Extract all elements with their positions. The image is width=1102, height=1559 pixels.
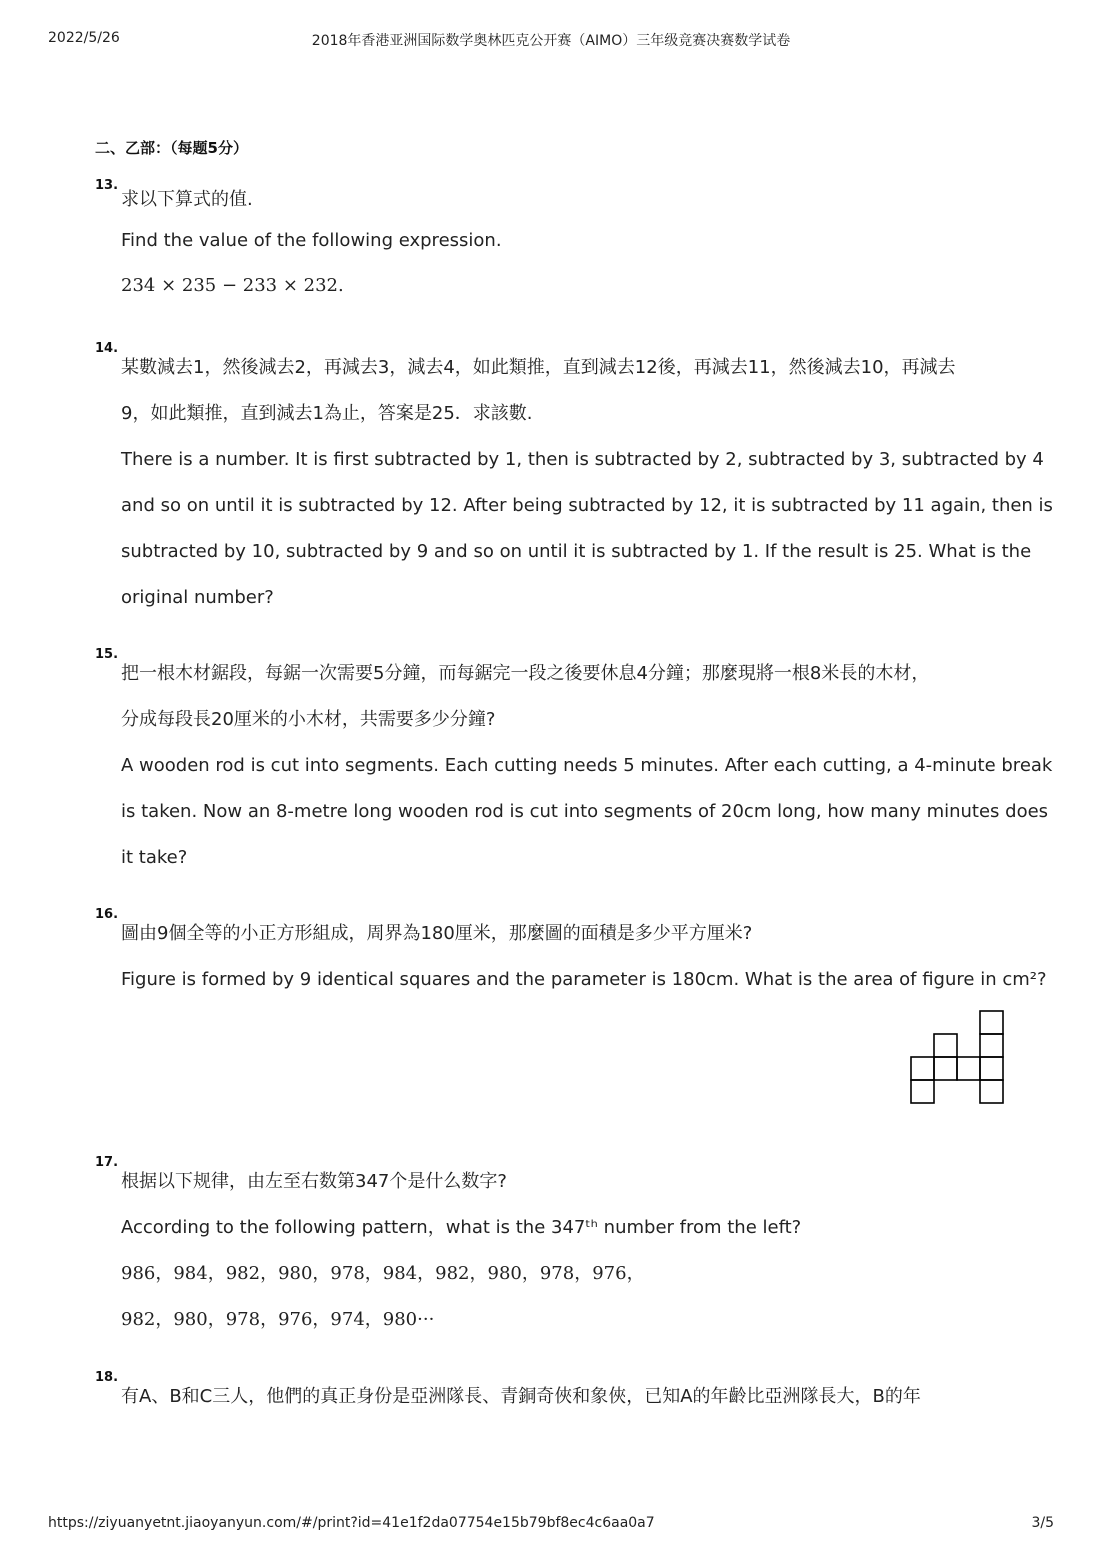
question-text-en: Figure is formed by 9 identical squares and the parameter is 180cm. What is the area of figure in cm²? — [121, 969, 1047, 990]
question-number: 16. — [95, 907, 119, 922]
question-text-zh: 根据以下规律，由左至右数第347个是什么数字? — [121, 1171, 507, 1192]
page-number: 3/5 — [1031, 1515, 1054, 1531]
question-18 — [95, 1370, 1015, 1420]
question-text-en: and so on until it is subtracted by 12. After being subtracted by 12, it is subtracted by 11 again, then is — [121, 495, 1053, 516]
question-text-zh: 圖由9個全等的小正方形組成，周界為180厘米，那麼圖的面積是多少平方厘米? — [121, 923, 753, 944]
question-17 — [95, 1155, 1015, 1343]
question-16 — [95, 907, 1047, 1003]
question-number: 13. — [95, 178, 119, 193]
square — [911, 1080, 934, 1103]
square — [957, 1057, 980, 1080]
question-text-en: it take? — [121, 847, 188, 868]
section-title: 二、乙部：（每题5分） — [95, 139, 248, 157]
question-text-zh: 有A、B和C三人，他們的真正身份是亞洲隊長、青銅奇俠和象俠，已知A的年齡比亞洲隊長大，B的年 — [121, 1386, 921, 1407]
question-text-en: Find the value of the following expression. — [121, 230, 502, 251]
question-text-zh: 求以下算式的值. — [121, 189, 253, 210]
question-number: 17. — [95, 1155, 119, 1170]
question-13 — [95, 178, 1015, 308]
square — [980, 1080, 1003, 1103]
question-text-en: A wooden rod is cut into segments. Each cutting needs 5 minutes. After each cutting, a 4-minute break — [121, 755, 1053, 776]
document-title: 2018年香港亚洲国际数学奥林匹克公开赛（AIMO）三年级竞赛决赛数学试卷 — [311, 33, 791, 49]
number-sequence: 982，980，978，976，974，980··· — [121, 1309, 435, 1330]
question-text-zh: 把一根木材鋸段，每鋸一次需要5分鐘，而每鋸完一段之後要休息4分鐘；那麼現將一根8米長的木材， — [121, 663, 930, 684]
question-number: 14. — [95, 341, 119, 356]
question-text-en: According to the following pattern，what is the 347ᵗʰ number from the left? — [121, 1217, 802, 1238]
question-15 — [95, 647, 1053, 881]
square — [911, 1057, 934, 1080]
question-text-en: is taken. Now an 8-metre long wooden rod is cut into segments of 20cm long, how many minutes does — [121, 801, 1049, 822]
question-number: 15. — [95, 647, 119, 662]
page-url: https://ziyuanyetnt.jiaoyanyun.com/#/print?id=41e1f2da07754e15b79bf8ec4c6aa0a7 — [48, 1515, 655, 1531]
question-text-en: subtracted by 10, subtracted by 9 and so on until it is subtracted by 1. If the result is 25. What is the — [121, 541, 1032, 562]
number-sequence: 986，984，982，980，978，984，982，980，978，976， — [121, 1263, 645, 1284]
expression: 234 × 235 − 233 × 232. — [121, 275, 344, 296]
question-text-zh: 某數減去1，然後減去2，再減去3，減去4，如此類推，直到減去12後，再減去11，然後減去10，再減去 — [121, 357, 956, 378]
print-date: 2022/5/26 — [48, 30, 120, 46]
question-number: 18. — [95, 1370, 119, 1385]
square — [980, 1011, 1003, 1034]
square — [934, 1057, 957, 1080]
squares-figure — [909, 1010, 1005, 1104]
square — [980, 1057, 1003, 1080]
squares-figure-svg — [909, 1010, 1005, 1104]
question-text-en: There is a number. It is first subtracted by 1, then is subtracted by 2, subtracted by 3, subtracted by 4 — [121, 449, 1044, 470]
question-text-zh: 9，如此類推，直到減去1為止，答案是25．求該數. — [121, 403, 533, 424]
question-14 — [95, 341, 1053, 621]
question-text-en: original number? — [121, 587, 274, 608]
square — [980, 1034, 1003, 1057]
square — [934, 1034, 957, 1057]
question-text-zh: 分成每段長20厘米的小木材，共需要多少分鐘? — [121, 709, 496, 730]
